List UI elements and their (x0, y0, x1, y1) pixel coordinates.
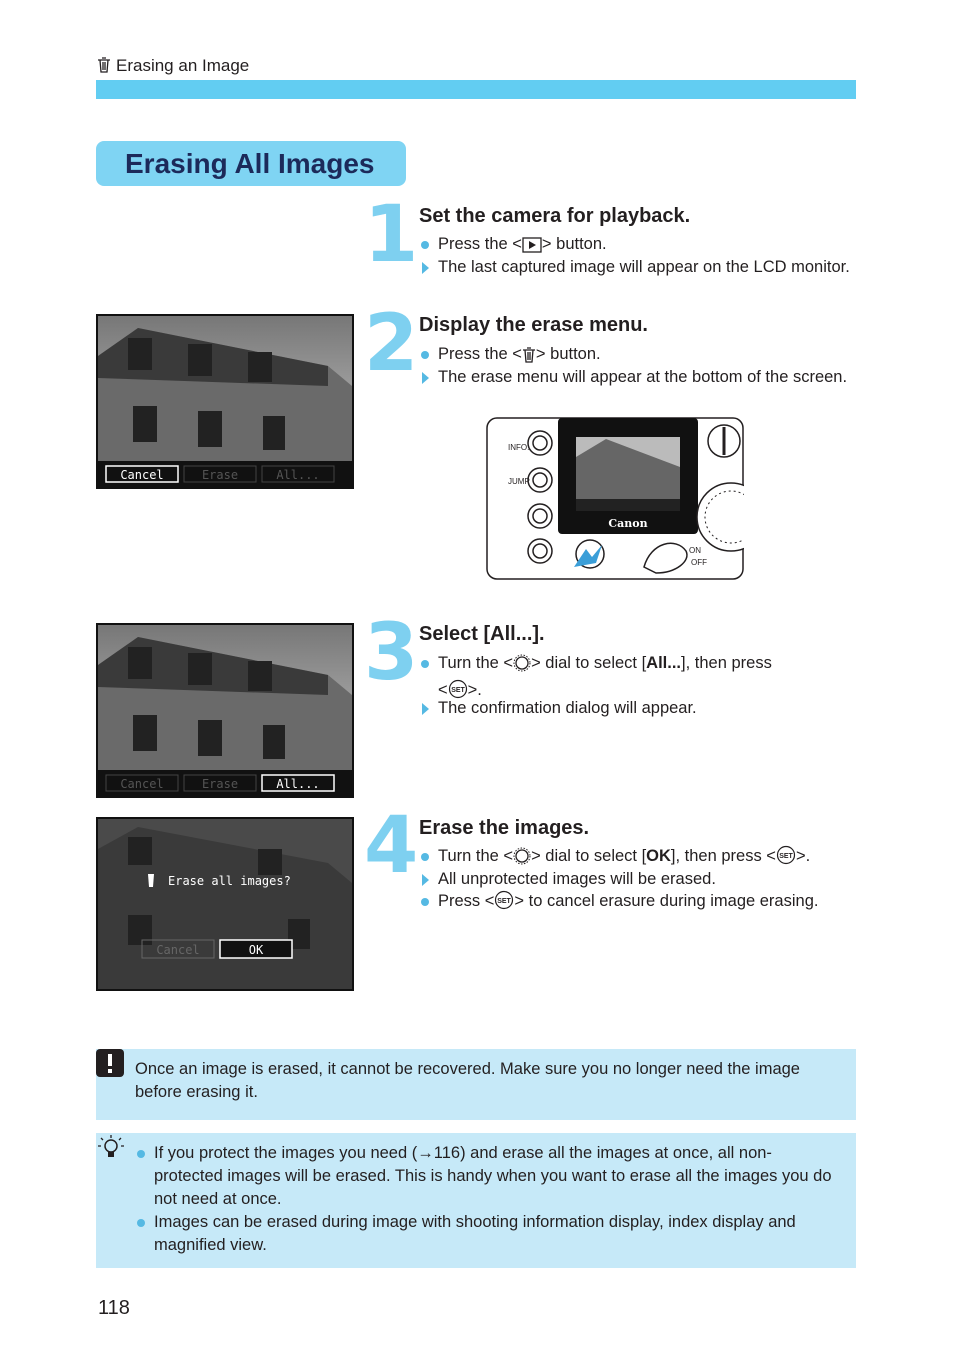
dialog-cancel-button: Cancel (156, 943, 200, 957)
lcd-menu-all: All... (276, 468, 320, 482)
page-number: 118 (98, 1297, 130, 1319)
header-bar (96, 80, 856, 99)
step-instruction: Turn the < > dial to select [All...], then press < SET >. (419, 652, 859, 705)
running-header (96, 56, 249, 76)
trash-icon (96, 56, 112, 73)
step-number: 4 (364, 801, 415, 891)
off-label: OFF (691, 558, 707, 567)
lcd-menu-cancel: Cancel (120, 777, 164, 791)
lcd-confirm-dialog-image (96, 817, 354, 991)
tip-box (96, 1133, 856, 1268)
lcd-menu-erase: Erase (201, 777, 239, 791)
header-title: Erasing an Image (116, 56, 250, 75)
step-result: The erase menu will appear at the bottom of the screen. (419, 366, 859, 389)
caution-icon (96, 1049, 124, 1084)
step-note: Press < SET > to cancel erasure during image erasing. (419, 890, 859, 917)
caution-text: Once an image is erased, it cannot be recovered. Make sure you no longer need the image before erasing it. (135, 1060, 800, 1101)
on-label: ON (689, 546, 701, 555)
step-instruction: Press the < > button. (419, 343, 859, 370)
step-instruction: Turn the < > dial to select [OK], then press < SET >. (419, 845, 864, 872)
lcd-menu-cancel: Cancel (120, 468, 164, 482)
dialog-text: Erase all images? (168, 874, 291, 888)
step-title: Erase the images. (419, 817, 590, 839)
jump-label: JUMP (508, 477, 530, 486)
step-result: The last captured image will appear on the LCD monitor. (419, 256, 859, 279)
lcd-menu-erase: Erase (201, 468, 239, 482)
step-number: 2 (364, 299, 415, 389)
lcd-erase-menu-image (96, 314, 354, 489)
dialog-ok-button: OK (248, 943, 264, 957)
section-title: Erasing All Images (96, 141, 406, 186)
camera-back-illustration (486, 417, 744, 580)
page-reference: →116 (417, 1144, 461, 1162)
step-number: 1 (364, 190, 415, 280)
quick-control-dial-icon (513, 654, 531, 679)
step-title: Select [All...]. (419, 623, 545, 645)
step-result: The confirmation dialog will appear. (419, 697, 859, 720)
step-result: All unprotected images will be erased. (419, 868, 859, 891)
tip-item: If you protect the images you need (→116) and erase all the images at once, all non-protected images will be erased. This is handy when you want to erase all the images you do not need at once. (135, 1142, 836, 1211)
lightbulb-icon (96, 1133, 126, 1170)
lcd-menu-all: All... (276, 777, 320, 791)
set-button-icon (494, 890, 514, 917)
info-label: INFO. (508, 443, 530, 452)
step-number: 3 (364, 608, 415, 698)
lcd-select-all-image (96, 623, 354, 798)
tip-item: Images can be erased during image with shooting information display, index display and magnified view. (135, 1211, 836, 1257)
step-title: Set the camera for playback. (419, 205, 691, 227)
caution-box (96, 1049, 856, 1120)
step-instruction: Press the < > button. (419, 233, 859, 260)
svg-text:SET: SET (779, 853, 793, 860)
svg-text:SET: SET (497, 898, 512, 905)
camera-brand: Canon (608, 517, 648, 530)
svg-text:SET: SET (450, 686, 465, 694)
step-title: Display the erase menu. (419, 314, 648, 336)
